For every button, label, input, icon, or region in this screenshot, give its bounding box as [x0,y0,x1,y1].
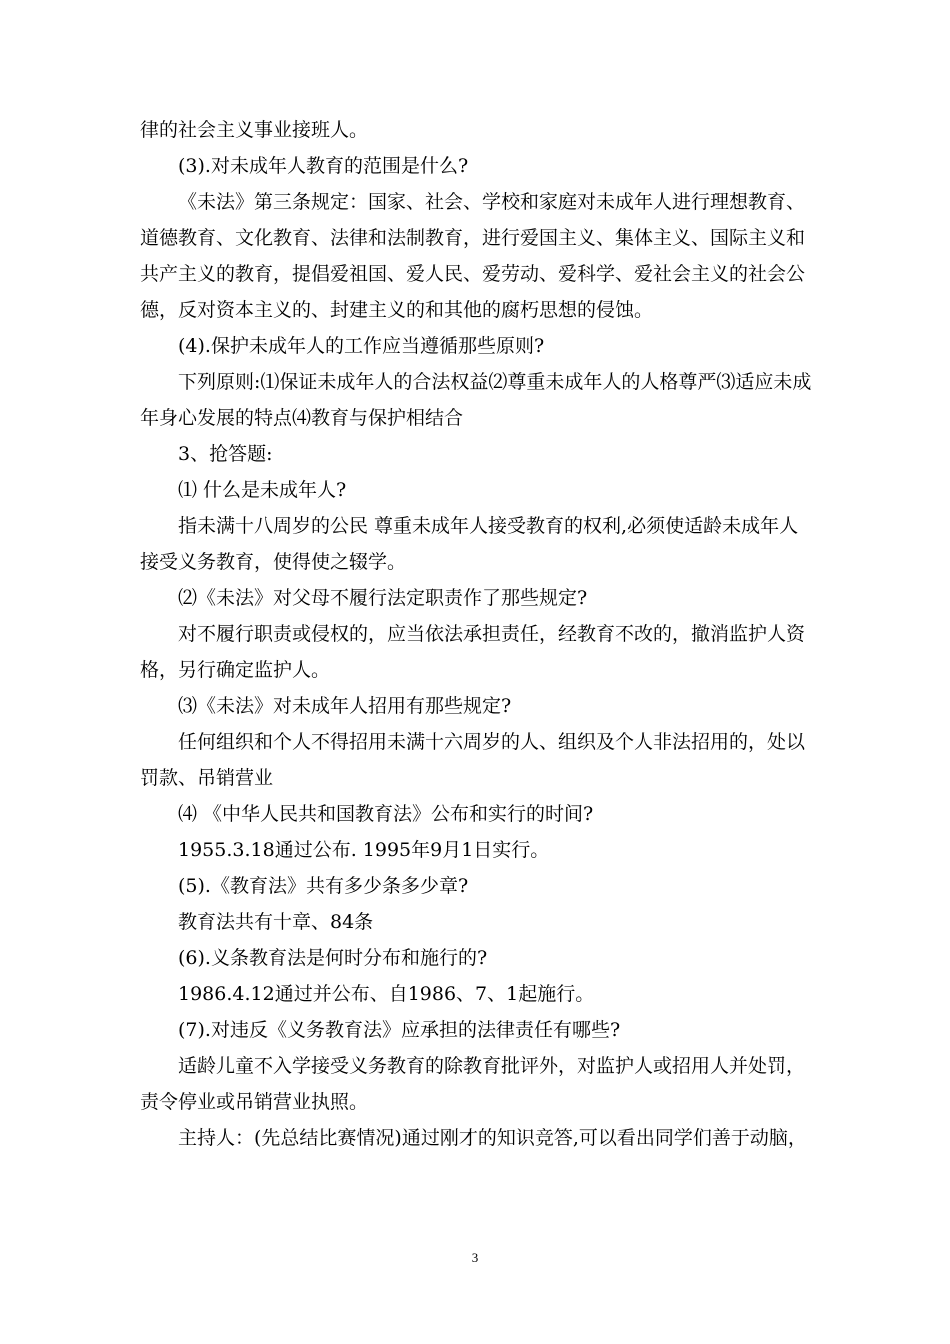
paragraph: 1986.4.12通过并公布、自1986、7、1起施行。 [178,983,595,1005]
paragraph: 3、抢答题: [178,443,273,465]
page-number: 3 [471,1250,479,1265]
paragraph: ⑴ 什么是未成年人? [178,479,347,501]
paragraph: 《未法》第三条规定：国家、社会、学校和家庭对未成年人进行理想教育、道德教育、文化教育、法律和法制教育，进行爱国主义、集体主义、国际主义和共产主义的教育，提倡爱祖国、爱人民、爱劳动、爱科学、爱社会主义的社会公德，反对资本主义的、封建主义的和其他的腐朽思想的侵蚀。 [140,191,806,321]
paragraph: 律的社会主义事业接班人。 [140,119,369,141]
paragraph: 教育法共有十章、84条 [178,911,374,933]
paragraph: 下列原则:⑴保证未成年人的合法权益⑵尊重未成年人的人格尊严⑶适应未成年身心发展的特点⑷教育与保护相结合 [140,371,812,429]
paragraph: 1955.3.18通过公布. 1995年9月1日实行。 [178,839,550,861]
paragraph: (3).对未成年人教育的范围是什么? [178,155,469,177]
paragraph: 适龄儿童不入学接受义务教育的除教育批评外，对监护人或招用人并处罚，责令停业或吊销营业执照。 [140,1055,806,1113]
paragraph: 主持人：(先总结比赛情况)通过刚才的知识竞答,可以看出同学们善于动脑， [178,1127,807,1149]
paragraph: ⑷ 《中华人民共和国教育法》公布和实行的时间? [178,803,594,825]
paragraph: (7).对违反《义务教育法》应承担的法律责任有哪些? [178,1019,621,1041]
paragraph: (5).《教育法》共有多少条多少章? [178,875,469,897]
paragraph: ⑶《未法》对未成年人招用有那些规定? [178,695,512,717]
paragraph: 任何组织和个人不得招用未满十六周岁的人、组织及个人非法招用的，处以罚款、吊销营业 [140,731,806,789]
paragraph: (4).保护未成年人的工作应当遵循那些原则? [178,335,545,357]
document-body [140,112,812,1156]
paragraph: ⑵《未法》对父母不履行法定职责作了那些规定? [178,587,588,609]
paragraph: 对不履行职责或侵权的，应当依法承担责任，经教育不改的，撤消监护人资格，另行确定监护人。 [140,623,806,681]
paragraph: (6).义条教育法是何时分布和施行的? [178,947,488,969]
paragraph: 指未满十八周岁的公民 尊重未成年人接受教育的权利,必须使适龄未成年人接受义务教育，使得使之辍学。 [140,515,799,573]
